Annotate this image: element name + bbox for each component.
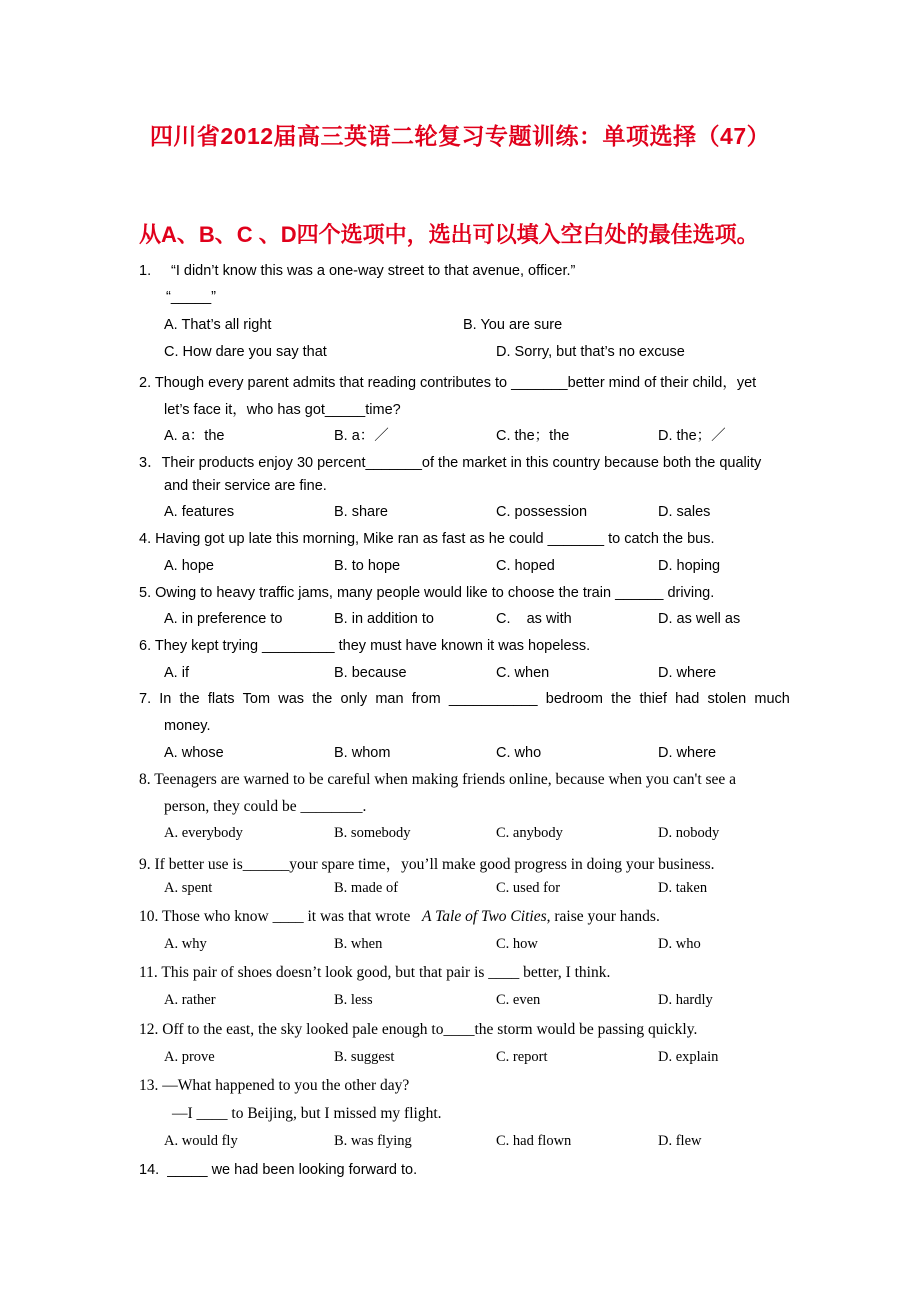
q4-option-c[interactable]: C. hoped bbox=[496, 558, 555, 574]
q9-option-b[interactable]: B. made of bbox=[334, 880, 399, 896]
q8-option-a[interactable]: A. everybody bbox=[164, 825, 243, 841]
q2-option-d[interactable]: D. the；／ bbox=[658, 428, 726, 444]
q6-line-1: 6. They kept trying _________ they must have known it was hopeless. bbox=[139, 638, 591, 654]
q2-option-b[interactable]: B. a：／ bbox=[334, 428, 389, 444]
q11-line-1: 11. This pair of shoes doesn’t look good, but that pair is ____ better, I think. bbox=[139, 964, 611, 981]
q4-option-a[interactable]: A. hope bbox=[164, 558, 214, 574]
q8-option-c[interactable]: C. anybody bbox=[496, 825, 563, 841]
q1-option-d[interactable]: D. Sorry, but that’s no excuse bbox=[496, 344, 685, 360]
q12-option-c[interactable]: C. report bbox=[496, 1049, 548, 1065]
q10-line-1 bbox=[139, 908, 660, 926]
q8-option-d[interactable]: D. nobody bbox=[658, 825, 720, 841]
q9-option-d[interactable]: D. taken bbox=[658, 880, 708, 896]
q8-option-b[interactable]: B. somebody bbox=[334, 825, 411, 841]
q7-word: In bbox=[159, 691, 172, 707]
q13-option-b[interactable]: B. was flying bbox=[334, 1133, 412, 1149]
q7-blank: ___________ bbox=[448, 691, 538, 707]
q7-word: thief bbox=[639, 691, 667, 707]
q12-option-a[interactable]: A. prove bbox=[164, 1049, 215, 1065]
q10-option-c[interactable]: C. how bbox=[496, 936, 538, 952]
q4-option-b[interactable]: B. to hope bbox=[334, 558, 401, 574]
q7-word: the bbox=[179, 691, 200, 707]
q5-line-1: 5. Owing to heavy traffic jams, many people would like to choose the train ______ driving. bbox=[139, 585, 715, 601]
q10-book-title: A Tale of Two Cities bbox=[422, 908, 547, 925]
q7-word: Tom bbox=[242, 691, 271, 707]
q7-word: much bbox=[754, 691, 790, 707]
q7-line-2: money. bbox=[164, 718, 211, 734]
q1-option-c[interactable]: C. How dare you say that bbox=[164, 344, 327, 360]
q13-option-a[interactable]: A. would fly bbox=[164, 1133, 238, 1149]
q13-line-2: —I ____ to Beijing, but I missed my flight. bbox=[172, 1105, 442, 1122]
q11-option-a[interactable]: A. rather bbox=[164, 992, 216, 1008]
q5-option-a[interactable]: A. in preference to bbox=[164, 611, 283, 627]
q7-word: man bbox=[375, 691, 404, 707]
q7-option-d[interactable]: D. where bbox=[658, 745, 717, 761]
q11-option-d[interactable]: D. hardly bbox=[658, 992, 713, 1008]
q9-option-c[interactable]: C. used for bbox=[496, 880, 561, 896]
q3-option-c[interactable]: C. possession bbox=[496, 504, 588, 520]
q7-word: the bbox=[611, 691, 632, 707]
q8-line-1: 8. Teenagers are warned to be careful when making friends online, because when you can't see a bbox=[139, 771, 737, 788]
q7-word: from bbox=[411, 691, 441, 707]
q5-option-b[interactable]: B. in addition to bbox=[334, 611, 434, 627]
q12-option-d[interactable]: D. explain bbox=[658, 1049, 719, 1065]
q11-option-b[interactable]: B. less bbox=[334, 992, 373, 1008]
q12-option-b[interactable]: B. suggest bbox=[334, 1049, 395, 1065]
q4-line-1: 4. Having got up late this morning, Mike ran as fast as he could _______ to catch the bus. bbox=[139, 531, 715, 547]
q6-option-a[interactable]: A. if bbox=[164, 665, 189, 681]
q6-option-b[interactable]: B. because bbox=[334, 665, 407, 681]
q7-word: had bbox=[675, 691, 700, 707]
q1-option-b[interactable]: B. You are sure bbox=[463, 317, 563, 333]
q3-line-2: and their service are fine. bbox=[164, 478, 327, 494]
q6-option-d[interactable]: D. where bbox=[658, 665, 717, 681]
q9-line-1: 9. If better use is______your spare time，you’ll make good progress in doing your business. bbox=[139, 856, 715, 873]
q10-text-before: 10. Those who know ____ it was that wrote bbox=[139, 908, 422, 925]
q14-line-1: 14. _____ we had been looking forward to. bbox=[139, 1162, 418, 1178]
q10-text-after: , raise your hands. bbox=[546, 908, 660, 925]
q13-option-c[interactable]: C. had flown bbox=[496, 1133, 572, 1149]
q10-option-a[interactable]: A. why bbox=[164, 936, 207, 952]
q2-line-2: let’s face it，who has got_____time? bbox=[164, 402, 401, 418]
q1-number: 1. bbox=[139, 263, 152, 279]
q7-word: stolen bbox=[707, 691, 747, 707]
q7-word: was bbox=[278, 691, 305, 707]
q3-option-b[interactable]: B. share bbox=[334, 504, 388, 520]
q11-option-c[interactable]: C. even bbox=[496, 992, 541, 1008]
q10-option-b[interactable]: B. when bbox=[334, 936, 383, 952]
q4-option-d[interactable]: D. hoping bbox=[658, 558, 721, 574]
q7-word: 7. bbox=[139, 691, 152, 707]
q2-line-1: 2. Though every parent admits that reading contributes to _______better mind of their child，yet bbox=[139, 375, 757, 391]
q1-answer-line: “_____” bbox=[166, 289, 216, 305]
page-title: 四川省2012届高三英语二轮复习专题训练：单项选择（47） bbox=[149, 123, 771, 149]
q7-option-c[interactable]: C. who bbox=[496, 745, 542, 761]
q1-option-a[interactable]: A. That’s all right bbox=[164, 317, 272, 333]
q7-line-1 bbox=[139, 691, 790, 707]
q2-option-a[interactable]: A. a：the bbox=[164, 428, 225, 444]
q2-option-c[interactable]: C. the；the bbox=[496, 428, 570, 444]
q7-word: bedroom bbox=[545, 691, 603, 707]
instruction: 从A、B、C 、D四个选项中，选出可以填入空白处的最佳选项。 bbox=[139, 222, 759, 247]
q7-option-a[interactable]: A. whose bbox=[164, 745, 224, 761]
q3-line-1: 3．Their products enjoy 30 percent_______of the market in this country because both the quality bbox=[139, 455, 762, 471]
q12-line-1: 12. Off to the east, the sky looked pale enough to____the storm would be passing quickly. bbox=[139, 1021, 698, 1038]
q6-option-c[interactable]: C. when bbox=[496, 665, 550, 681]
q7-word: the bbox=[312, 691, 333, 707]
q8-line-2: person, they could be ________. bbox=[164, 798, 367, 815]
q13-line-1: 13. —What happened to you the other day? bbox=[139, 1077, 410, 1094]
q3-option-a[interactable]: A. features bbox=[164, 504, 235, 520]
q7-word: flats bbox=[207, 691, 235, 707]
q13-option-d[interactable]: D. flew bbox=[658, 1133, 702, 1149]
q9-option-a[interactable]: A. spent bbox=[164, 880, 213, 896]
q5-option-d[interactable]: D. as well as bbox=[658, 611, 741, 627]
q1-stem: “I didn’t know this was a one-way street to that avenue, officer.” bbox=[171, 263, 576, 279]
q10-option-d[interactable]: D. who bbox=[658, 936, 701, 952]
q7-word: only bbox=[340, 691, 368, 707]
q5-option-c[interactable]: C. as with bbox=[496, 611, 572, 627]
q7-option-b[interactable]: B. whom bbox=[334, 745, 391, 761]
q3-option-d[interactable]: D. sales bbox=[658, 504, 711, 520]
